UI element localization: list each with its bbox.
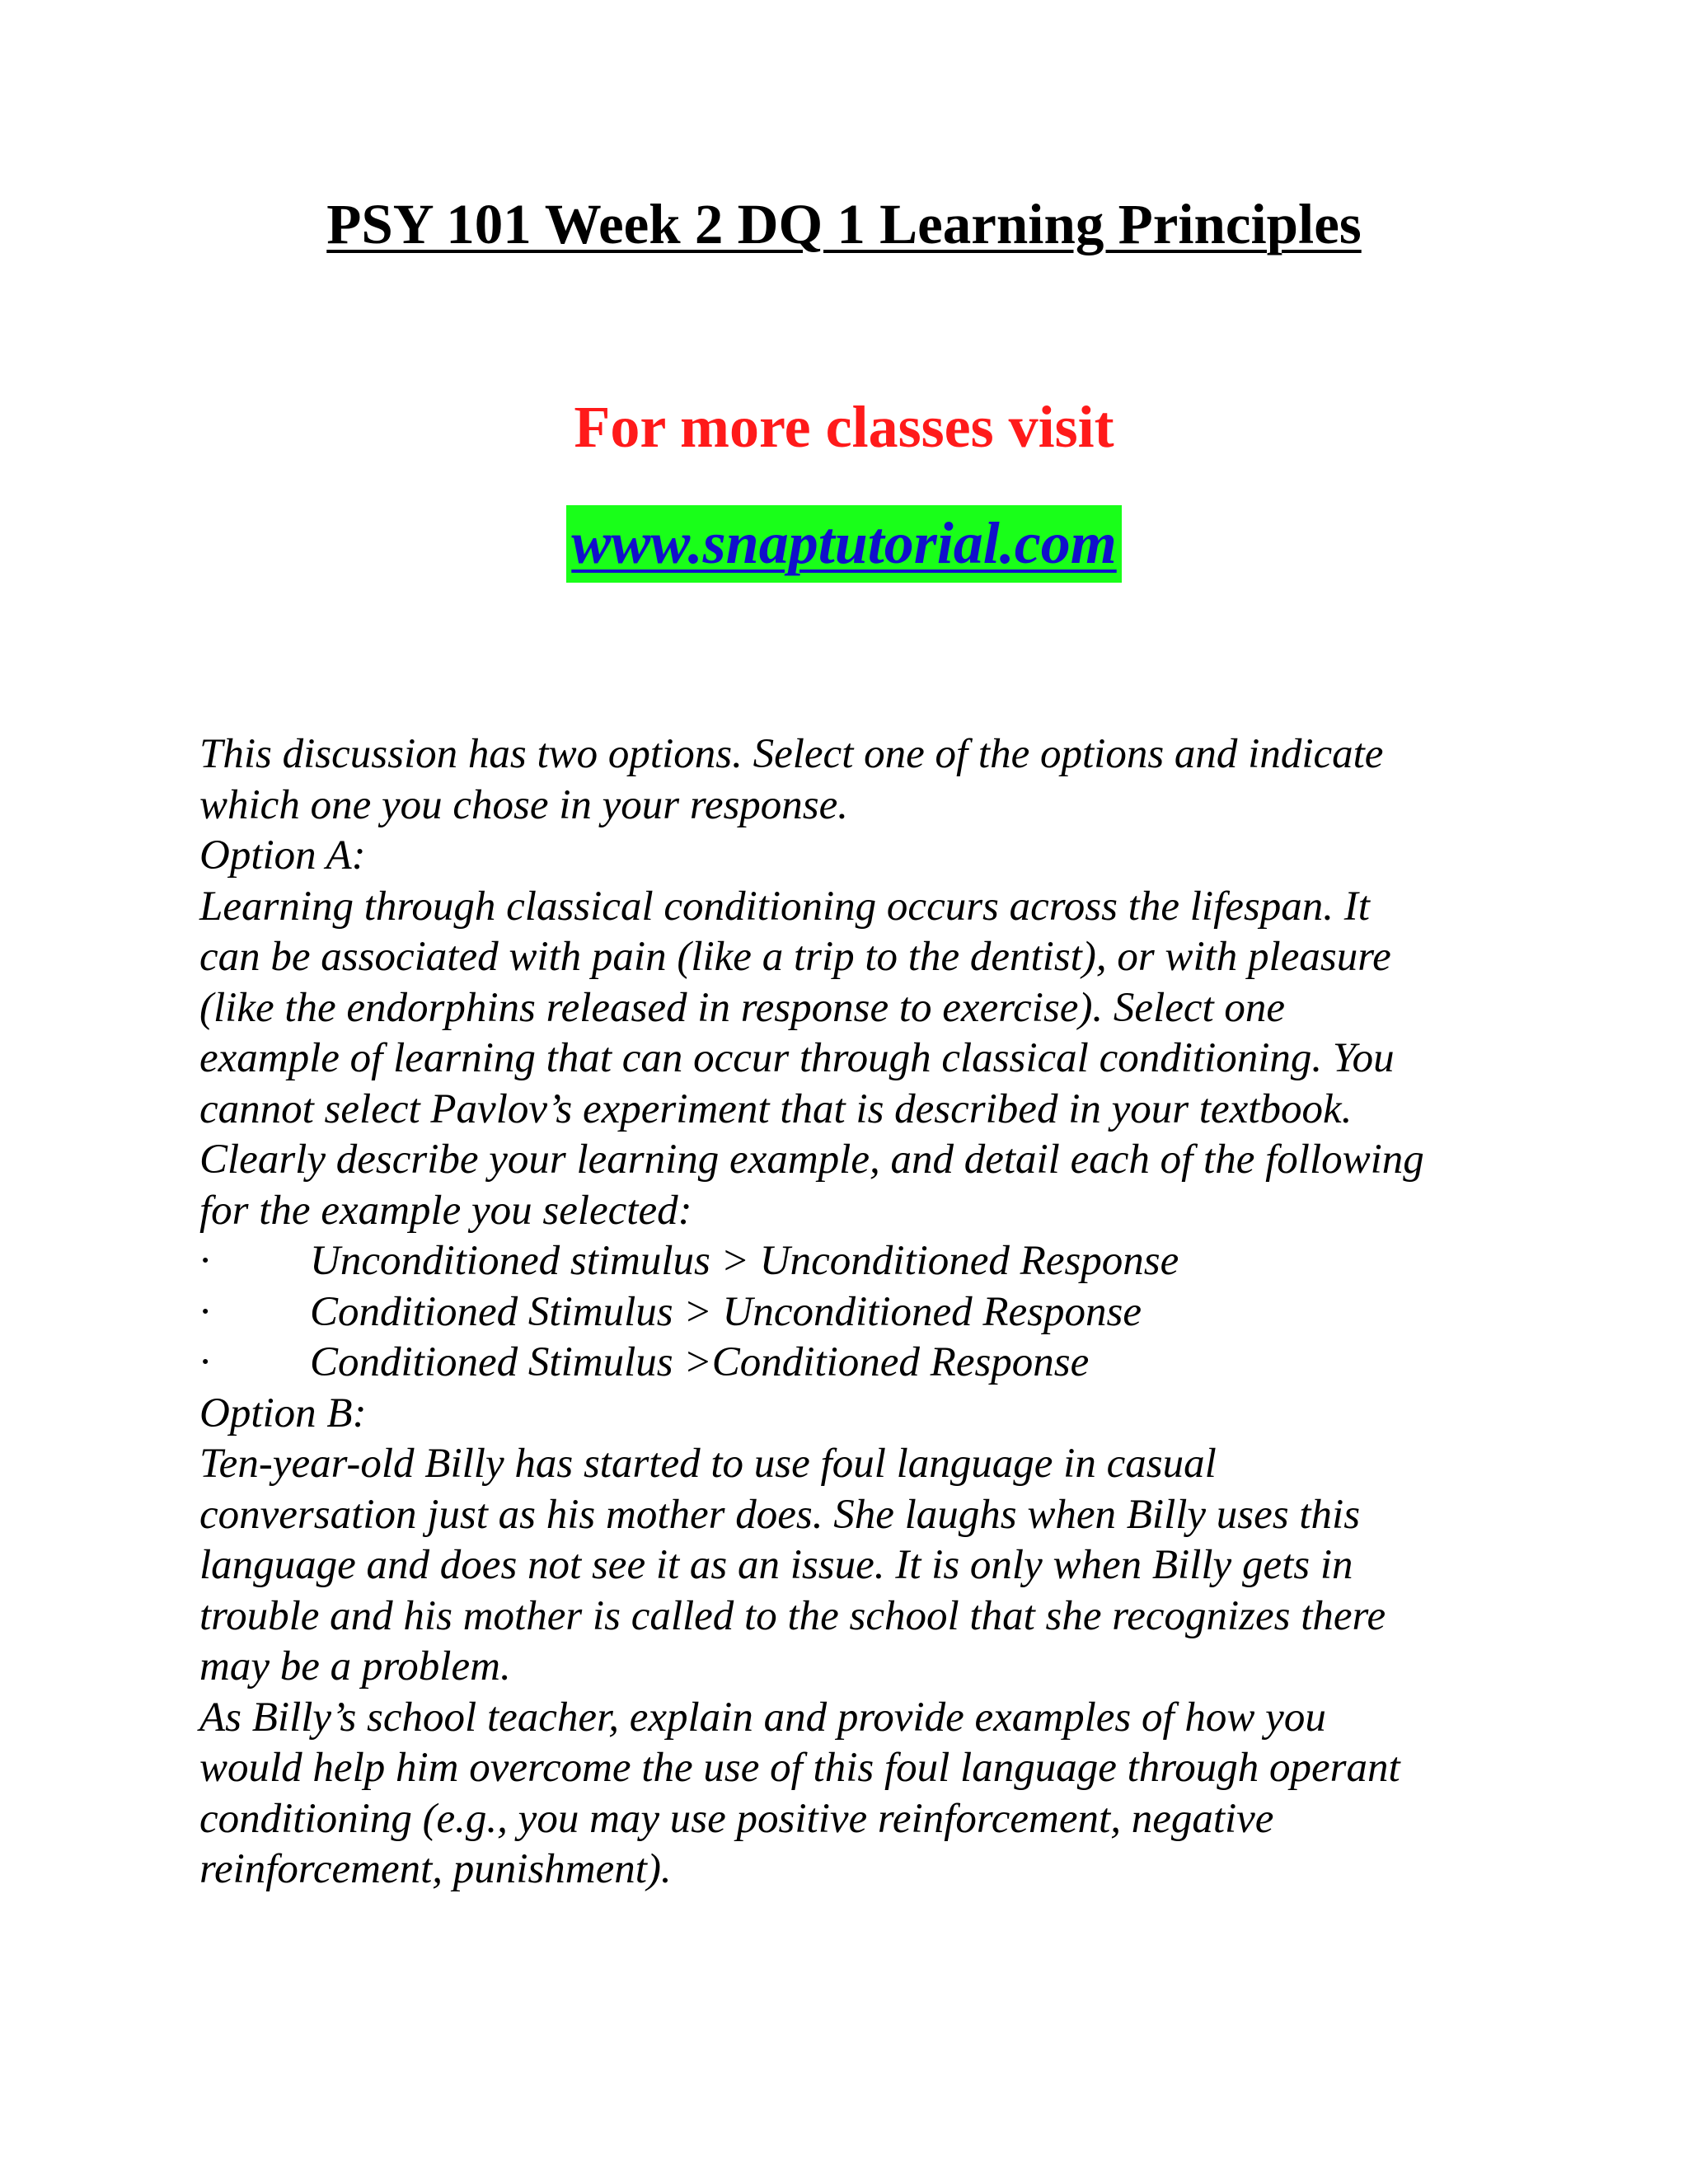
discussion-body	[199, 729, 1551, 1896]
bullet-text: Conditioned Stimulus > Unconditioned Response	[310, 1288, 1142, 1335]
option-a-line: example of learning that can occur through classical conditioning. You	[199, 1035, 1395, 1081]
option-b-line: Ten-year-old Billy has started to use foul language in casual	[199, 1441, 1217, 1487]
option-b-line: trouble and his mother is called to the school that she recognizes there	[199, 1592, 1386, 1639]
option-b-line: As Billy’s school teacher, explain and provide examples of how you	[199, 1694, 1326, 1741]
bullet-text: Conditioned Stimulus >Conditioned Response	[310, 1339, 1090, 1385]
bullet-dot-icon: ·	[199, 1288, 210, 1335]
option-b-heading: Option B:	[199, 1390, 367, 1436]
option-b-line: may be a problem.	[199, 1643, 511, 1690]
intro-line: This discussion has two options. Select one of the options and indicate	[199, 731, 1384, 777]
option-a-line: for the example you selected:	[199, 1187, 692, 1234]
option-b-line: conditioning (e.g., you may use positive reinforcement, negative	[199, 1795, 1274, 1842]
intro-line: which one you chose in your response.	[199, 781, 849, 828]
option-a-line: cannot select Pavlov’s experiment that is described in your textbook.	[199, 1085, 1353, 1132]
option-a-line: (like the endorphins released in response to exercise). Select one	[199, 984, 1286, 1031]
option-a-heading: Option A:	[199, 832, 366, 879]
option-b-line: language and does not see it as an issue. It is only when Billy gets in	[199, 1542, 1353, 1588]
option-b-line: reinforcement, punishment).	[199, 1846, 672, 1892]
promo-text: For more classes visit	[574, 394, 1114, 460]
bullet-dot-icon: ·	[199, 1238, 210, 1284]
option-a-line: Clearly describe your learning example, and detail each of the following	[199, 1137, 1424, 1183]
bullet-item	[199, 1287, 1551, 1338]
bullet-item	[199, 1338, 1551, 1389]
bullet-item	[199, 1236, 1551, 1287]
bullet-text: Unconditioned stimulus > Unconditioned Response	[310, 1238, 1179, 1284]
promo-link-container	[0, 505, 1688, 583]
option-a-line: can be associated with pain (like a trip to the dentist), or with pleasure	[199, 934, 1391, 980]
bullet-dot-icon: ·	[199, 1339, 210, 1385]
option-b-line: conversation just as his mother does. She laughs when Billy uses this	[199, 1491, 1361, 1538]
option-b-line: would help him overcome the use of this foul language through operant	[199, 1745, 1400, 1791]
page-title: PSY 101 Week 2 DQ 1 Learning Principles	[326, 193, 1362, 255]
option-a-line: Learning through classical conditioning occurs across the lifespan. It	[199, 883, 1370, 930]
promo-link[interactable]: www.snaptutorial.com	[566, 505, 1122, 583]
